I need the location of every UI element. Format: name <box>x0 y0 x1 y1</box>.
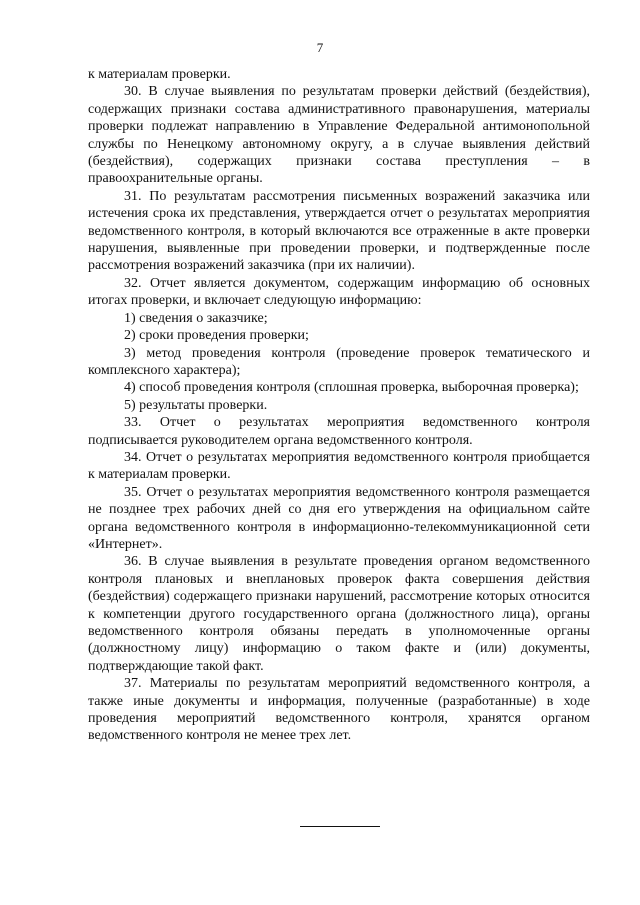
paragraph-33: 33. Отчет о результатах мероприятия ведомственного контроля подписывается руководителем органа ведомственного контроля. <box>88 415 590 448</box>
list-item-32-2: 2) сроки проведения проверки; <box>124 328 309 344</box>
page-number: 7 <box>316 40 324 55</box>
list-item-32-4: 4) способ проведения контроля (сплошная проверка, выборочная проверка); <box>124 380 579 396</box>
paragraph-continuation: к материалам проверки. <box>88 67 231 82</box>
closing-divider <box>300 826 380 827</box>
paragraph-32: 32. Отчет является документом, содержащим информацию об основных итогах проверки, и включает следующую информацию: <box>88 275 590 309</box>
document-body <box>88 66 590 745</box>
paragraph-36: 36. В случае выявления в результате проведения органом ведомственного контроля плановых и внеплановых проверок факта совершения действия (бездействия) содержащего признаки нарушений, рассмотрение которых относится к компетенции другого государственного органа (должностного лица), органы ведомственного контроля обязаны передать в уполномоченные органы (должностному лицу) информацию о таком факте и (или) документы, подтверждающие такой факт. <box>88 554 590 674</box>
paragraph-37: 37. Материалы по результатам мероприятий ведомственного контроля, а также иные документы и информация, полученные (разработанные) в ходе проведения мероприятий ведомственного контроля, хранятся органом ведомственного контроля не менее трех лет. <box>88 676 590 744</box>
paragraph-31: 31. По результатам рассмотрения письменных возражений заказчика или истечения срока их представления, утверждается отчет о результатах мероприятия ведомственного контроля, в который включаются все отраженные в акте проверки нарушения, выявленные при проведении проверки, и подтвержденные после рассмотрения возражений заказчика (при их наличии). <box>88 188 590 274</box>
list-item-32-3: 3) метод проведения контроля (проведение проверок тематического и комплексного характера); <box>88 345 590 378</box>
list-item-32-5: 5) результаты проверки. <box>124 397 268 413</box>
paragraph-34: 34. Отчет о результатах мероприятия ведомственного контроля приобщается к материалам проверки. <box>88 449 590 483</box>
paragraph-35: 35. Отчет о результатах мероприятия ведомственного контроля размещается не позднее трех рабочих дней со дня его утверждения на официальном сайте органа ведомственного контроля в информационно-телекоммуникационной сети «Интернет». <box>88 484 590 552</box>
paragraph-30: 30. В случае выявления по результатам проверки действий (бездействия), содержащих признаки состава административного правонарушения, материалы проверки подлежат направлению в Управление Федеральной антимонопольной службы по Ненецкому автономному округу, а в случае выявления действий (бездействия), содержащих признаки состава преступления – в правоохранительные органы. <box>88 84 590 187</box>
list-item-32-1: 1) сведения о заказчике; <box>124 310 268 326</box>
